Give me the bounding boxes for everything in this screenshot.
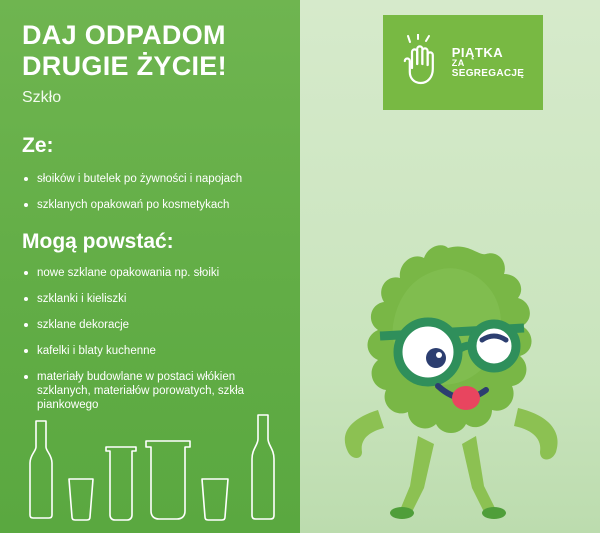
green-monster-mascot <box>318 240 588 530</box>
logo-line-3: SEGREGACJĘ <box>451 67 525 79</box>
list-item: słoików i butelek po żywności i napojach <box>24 172 286 186</box>
headline-line-1: DAJ ODPADOM <box>22 20 226 50</box>
logo-line-1: PIĄTKA <box>451 44 504 60</box>
section-heading-from: Ze: <box>22 134 54 157</box>
hand-icon <box>402 34 446 91</box>
list-item: materiały budowlane w postaci włókien szklanych, materiałów porowatych, szkła piankowego <box>24 370 286 412</box>
page-title <box>22 20 290 107</box>
list-from <box>24 172 286 224</box>
list-can-be-made <box>24 266 286 424</box>
glass-bottles-illustration <box>14 413 289 523</box>
list-item: szklanych opakowań po kosmetykach <box>24 198 286 212</box>
list-item: szklane dekoracje <box>24 318 286 332</box>
logo-line-2: ZA <box>451 58 465 69</box>
headline-line-2: DRUGIE ŻYCIE! <box>22 51 227 81</box>
list-item: szklanki i kieliszki <box>24 292 286 306</box>
list-item: kafelki i blaty kuchenne <box>24 344 286 358</box>
subtitle: Szkło <box>22 89 62 106</box>
section-heading-can-be-made: Mogą powstać: <box>22 230 174 253</box>
logo-badge <box>383 15 543 110</box>
list-item: nowe szklane opakowania np. słoiki <box>24 266 286 280</box>
